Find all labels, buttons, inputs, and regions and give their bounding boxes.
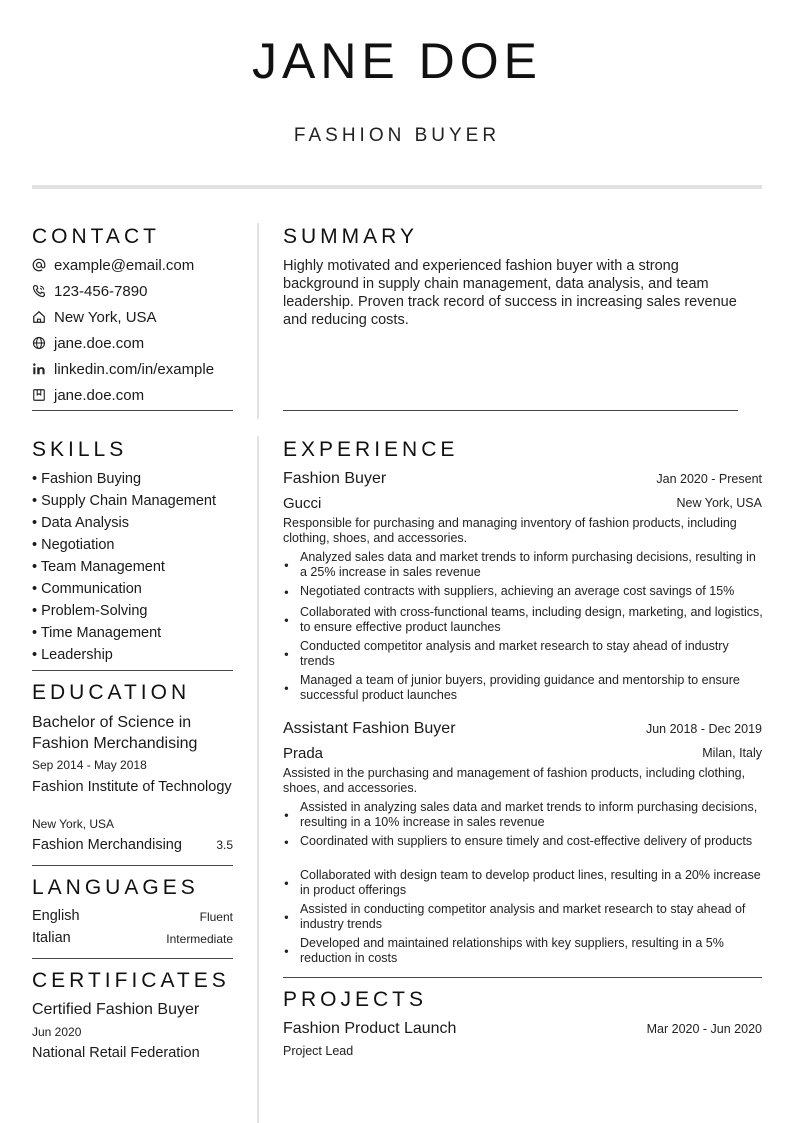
contact-website-text: jane.doe.com <box>54 334 145 352</box>
job-bullet: ● Managed a team of junior buyers, providing guidance and mentorship to ensure successful product launches <box>283 673 763 703</box>
job-role: Assistant Fashion Buyer <box>283 720 456 737</box>
languages-divider <box>32 958 233 959</box>
experience-divider <box>283 977 762 978</box>
certificate-date: Jun 2020 <box>32 1025 82 1039</box>
contact-email[interactable] <box>32 255 194 275</box>
job-bullet: ● Negotiated contracts with suppliers, achieving an average cost savings of 15% <box>283 584 763 599</box>
language-name: English <box>32 908 80 924</box>
skill-item: • Problem-Solving <box>32 603 148 619</box>
phone-icon <box>32 284 46 298</box>
education-dates: Sep 2014 - May 2018 <box>32 758 147 772</box>
job-description: Assisted in the purchasing and management of fashion products, including clothing, shoes, and accessories. <box>283 766 746 795</box>
education-school: Fashion Institute of Technology <box>32 779 232 795</box>
contact-linkedin[interactable] <box>32 359 214 379</box>
skill-item: • Fashion Buying <box>32 471 142 487</box>
candidate-name: JANE DOE <box>251 33 543 89</box>
education-gpa: 3.5 <box>216 838 233 852</box>
skill-item: • Time Management <box>32 625 162 641</box>
job-location: Milan, Italy <box>702 746 762 760</box>
home-icon <box>32 310 46 324</box>
job-role: Fashion Buyer <box>283 470 387 487</box>
contact-heading: CONTACT <box>32 225 160 248</box>
skill-item: • Team Management <box>32 559 165 575</box>
project-role: Project Lead <box>283 1044 354 1058</box>
contact-phone-text: 123-456-7890 <box>54 282 148 300</box>
certificate-name: Certified Fashion Buyer <box>32 1001 200 1018</box>
summary-text: Highly motivated and experienced fashion buyer with a strong background in supply chain management, data analysis, and team leadership. Proven track record of success in increasing sales revenue and reducing costs. <box>283 258 737 328</box>
job-description: Responsible for purchasing and managing inventory of fashion products, including clothing, shoes, and accessories. <box>283 516 737 545</box>
contact-divider <box>32 410 233 411</box>
header-divider <box>32 185 762 189</box>
at-icon <box>32 258 46 272</box>
education-heading: EDUCATION <box>32 681 191 704</box>
language-level: Fluent <box>199 910 233 924</box>
education-divider <box>32 865 233 866</box>
bookmark-icon <box>32 388 46 402</box>
summary-divider <box>283 410 738 411</box>
job-bullet: ● Conducted competitor analysis and market research to stay ahead of industry trends <box>283 639 763 669</box>
language-level: Intermediate <box>166 932 233 946</box>
project-name: Fashion Product Launch <box>283 1020 457 1037</box>
job-title: FASHION BUYER <box>293 125 501 146</box>
job-bullet: ● Assisted in conducting competitor analysis and market research to stay ahead of industry trends <box>283 902 763 932</box>
contact-email-text: example@email.com <box>54 256 195 274</box>
education-degree: Bachelor of Science in Fashion Merchandising <box>32 714 198 752</box>
job-bullet: ● Assisted in analyzing sales data and market trends to inform purchasing decisions, resulting in a 10% increase in sales revenue <box>283 800 763 830</box>
skill-item: • Leadership <box>32 647 113 663</box>
education-location: New York, USA <box>32 817 115 831</box>
contact-location <box>32 307 157 327</box>
project-dates: Mar 2020 - Jun 2020 <box>646 1022 762 1036</box>
certificate-issuer: National Retail Federation <box>32 1045 200 1061</box>
skill-item: • Negotiation <box>32 537 115 553</box>
column-divider <box>257 436 259 1123</box>
job-location: New York, USA <box>676 496 762 510</box>
certificates-heading: CERTIFICATES <box>32 969 230 992</box>
languages-heading: LANGUAGES <box>32 876 199 899</box>
skill-item: • Supply Chain Management <box>32 493 217 509</box>
job-company: Prada <box>283 745 324 762</box>
job-company: Gucci <box>283 495 322 512</box>
linkedin-icon <box>32 362 46 376</box>
contact-portfolio[interactable] <box>32 385 144 405</box>
job-bullet: ● Collaborated with cross-functional teams, including design, marketing, and logistics, to ensure effective product launches <box>283 605 763 635</box>
job-dates: Jun 2018 - Dec 2019 <box>645 722 762 736</box>
contact-website[interactable] <box>32 333 144 353</box>
skills-heading: SKILLS <box>32 438 128 461</box>
job-dates: Jan 2020 - Present <box>656 472 762 486</box>
contact-location-text: New York, USA <box>54 308 157 326</box>
column-divider <box>257 223 259 419</box>
job-bullet: ● Analyzed sales data and market trends to inform purchasing decisions, resulting in a 25% increase in sales revenue <box>283 550 763 580</box>
globe-icon <box>32 336 46 350</box>
job-bullet: ● Developed and maintained relationships with key suppliers, resulting in a 5% reduction in costs <box>283 936 763 966</box>
education-field: Fashion Merchandising <box>32 837 182 853</box>
contact-portfolio-text: jane.doe.com <box>54 386 145 404</box>
language-name: Italian <box>32 930 71 946</box>
skill-item: • Data Analysis <box>32 515 129 531</box>
summary-heading: SUMMARY <box>283 225 418 248</box>
job-bullet: ● Collaborated with design team to develop product lines, resulting in a 20% increase in product offerings <box>283 868 763 898</box>
experience-heading: EXPERIENCE <box>283 438 459 461</box>
skill-item: • Communication <box>32 581 142 597</box>
projects-heading: PROJECTS <box>283 988 428 1011</box>
job-bullet: ● Coordinated with suppliers to ensure timely and cost-effective delivery of products <box>283 834 763 849</box>
skills-divider <box>32 670 233 671</box>
contact-linkedin-text: linkedin.com/in/example <box>54 360 215 378</box>
contact-phone[interactable] <box>32 281 147 301</box>
